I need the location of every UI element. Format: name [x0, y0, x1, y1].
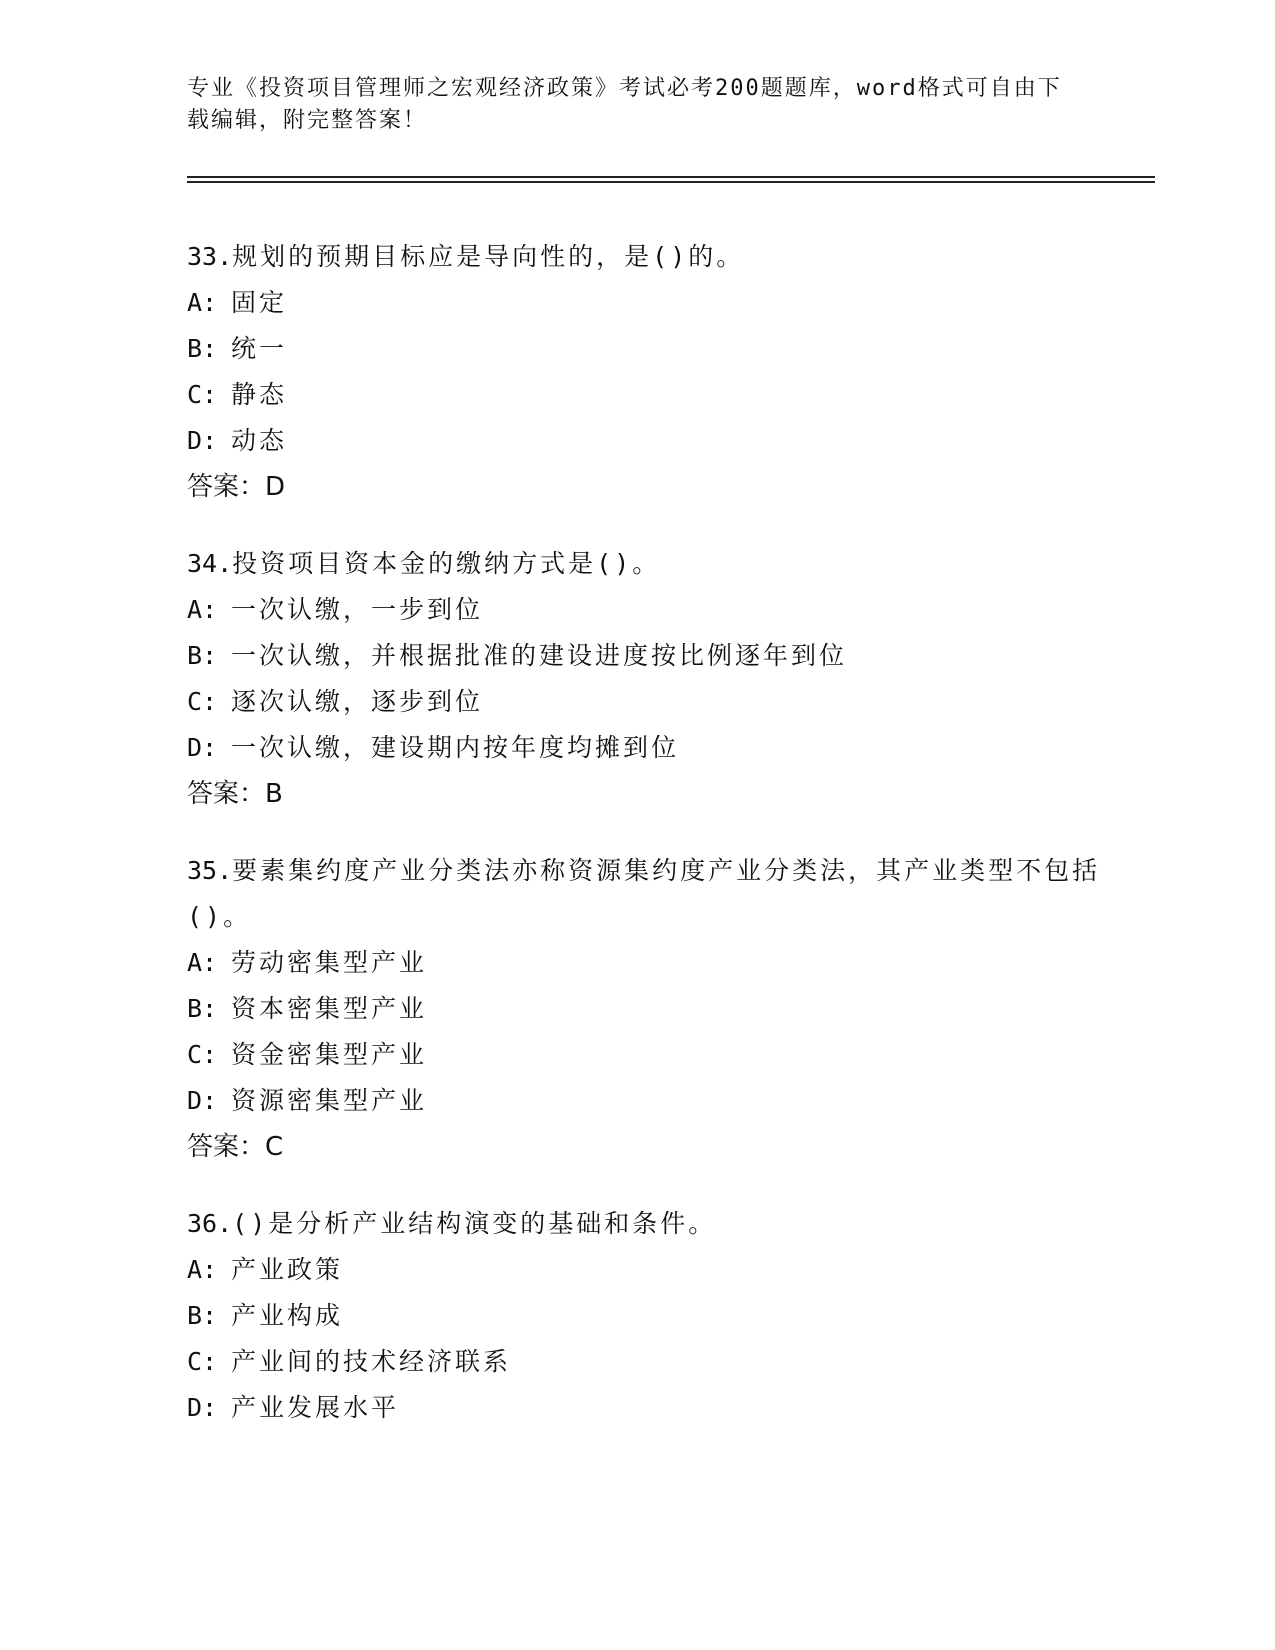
option-text: 产业构成	[231, 1301, 344, 1330]
option-letter: C:	[187, 380, 218, 409]
option-text: 固定	[231, 288, 288, 317]
answer-line: 答案：B	[187, 779, 283, 809]
question-stem	[187, 541, 1157, 587]
option-letter: A:	[187, 948, 218, 977]
option-letter: A:	[187, 1255, 218, 1284]
option-text: 动态	[231, 426, 288, 455]
option-letter: C:	[187, 687, 218, 716]
header-divider-bottom	[187, 181, 1155, 183]
question-number: 36.	[187, 1209, 233, 1238]
option-a	[187, 1247, 1157, 1293]
option-b	[187, 986, 1157, 1032]
option-b	[187, 1293, 1157, 1339]
option-letter: B:	[187, 1301, 218, 1330]
question-stem	[187, 1201, 1157, 1247]
option-d	[187, 1078, 1157, 1124]
option-b	[187, 633, 1157, 679]
question-34	[187, 541, 1157, 817]
option-b	[187, 326, 1157, 372]
option-text: 统一	[231, 334, 288, 363]
option-text: 资金密集型产业	[231, 1040, 428, 1069]
question-list	[187, 234, 1157, 1462]
option-letter: D:	[187, 1393, 218, 1422]
question-number: 33.	[187, 242, 233, 271]
option-letter: C:	[187, 1347, 218, 1376]
option-text: 资本密集型产业	[231, 994, 428, 1023]
header-divider-top	[187, 176, 1155, 178]
option-c	[187, 1339, 1157, 1385]
option-d	[187, 418, 1157, 464]
option-text: 一次认缴，一步到位	[231, 595, 484, 624]
option-text: 逐次认缴，逐步到位	[231, 687, 484, 716]
option-letter: B:	[187, 334, 218, 363]
question-number: 35.	[187, 856, 233, 885]
option-d	[187, 725, 1157, 771]
question-35	[187, 848, 1157, 1170]
question-text: 投资项目资本金的缴纳方式是()。	[232, 549, 661, 578]
question-36	[187, 1201, 1157, 1431]
option-letter: B:	[187, 994, 218, 1023]
option-letter: D:	[187, 733, 218, 762]
option-text: 产业间的技术经济联系	[231, 1347, 512, 1376]
option-text: 劳动密集型产业	[231, 948, 428, 977]
option-letter: A:	[187, 288, 218, 317]
option-c	[187, 372, 1157, 418]
option-a	[187, 280, 1157, 326]
option-text: 资源密集型产业	[231, 1086, 428, 1115]
answer-line: 答案：D	[187, 472, 286, 502]
question-text: 要素集约度产业分类法亦称资源集约度产业分类法，其产业类型不包括()。	[187, 856, 1101, 931]
question-stem	[187, 234, 1157, 280]
question-text: ()是分析产业结构演变的基础和条件。	[232, 1209, 717, 1238]
option-letter: D:	[187, 1086, 218, 1115]
option-text: 静态	[231, 380, 288, 409]
question-number: 34.	[187, 549, 233, 578]
option-letter: A:	[187, 595, 218, 624]
answer-line: 答案：C	[187, 1132, 284, 1162]
option-c	[187, 1032, 1157, 1078]
option-text: 产业政策	[231, 1255, 344, 1284]
question-stem	[187, 848, 1157, 940]
option-a	[187, 940, 1157, 986]
option-text: 产业发展水平	[231, 1393, 400, 1422]
option-letter: C:	[187, 1040, 218, 1069]
option-text: 一次认缴，建设期内按年度均摊到位	[231, 733, 680, 762]
document-header: 专业《投资项目管理师之宏观经济政策》考试必考200题题库，word格式可自由下载编辑，附完整答案！	[187, 76, 1062, 133]
question-text: 规划的预期目标应是导向性的，是()的。	[232, 242, 745, 271]
option-text: 一次认缴，并根据批准的建设进度按比例逐年到位	[231, 641, 848, 670]
option-letter: D:	[187, 426, 218, 455]
option-a	[187, 587, 1157, 633]
option-c	[187, 679, 1157, 725]
option-d	[187, 1385, 1157, 1431]
option-letter: B:	[187, 641, 218, 670]
question-33	[187, 234, 1157, 510]
